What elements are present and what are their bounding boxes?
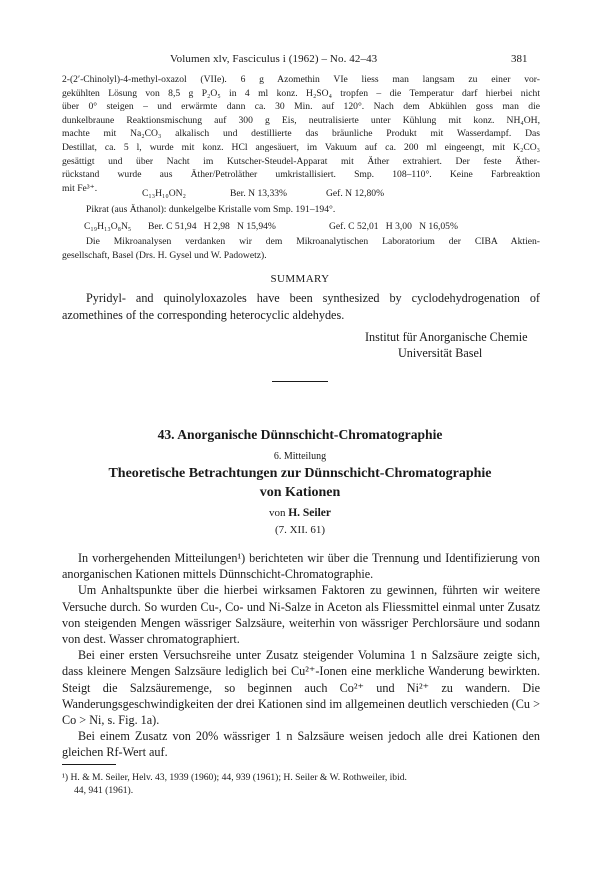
running-head: Volumen xlv, Fasciculus i (1962) – No. 42–43 bbox=[170, 53, 378, 65]
section-divider bbox=[272, 381, 328, 382]
body-paragraph: Bei einem Zusatz von 20% wässriger 1 n Salzsäure weisen jedoch alle drei Kationen den gleichen Rf-Wert auf. bbox=[62, 729, 540, 760]
experimental-line: Destillat, ca. 5 l, wurde mit konz. HCl angesäuert, im Vakuum auf ca. 200 ml eingeengt, mit K₂CO₃ bbox=[62, 141, 540, 153]
article-body bbox=[62, 550, 540, 761]
experimental-line: über 0° steigen – und erwärmte dann ca. 30 Min. auf 120°. Nach dem Abkühlen goss man die bbox=[62, 101, 540, 113]
experimental-line: dunkelbraune Reaktionsmischung auf 300 g Eis, neutralisierte unter Kühlung mit konz. NH₄OH, bbox=[62, 114, 540, 126]
experimental-line: mit Fe³⁺. bbox=[62, 182, 98, 194]
footnote-rule bbox=[62, 764, 116, 765]
page-number: 381 bbox=[511, 53, 528, 65]
experimental-line: rückstand wurde aus Äther/Petroläther umkristallisiert. Smp. 108–110°. Keine Farbreaktion bbox=[62, 169, 540, 181]
acknowledgement-line: gesellschaft, Basel (Drs. H. Gysel und W. Padowetz). bbox=[62, 249, 267, 261]
footnote bbox=[62, 771, 540, 798]
institute-name: Institut für Anorganische Chemie bbox=[365, 330, 528, 344]
footnote-line: ¹) H. & M. Seiler, Helv. 43, 1939 (1960); 44, 939 (1961); H. Seiler & W. Rothweiler, ibid. bbox=[62, 772, 407, 783]
calculated-value: Ber. C 51,94 H 2,98 N 15,94% bbox=[148, 221, 276, 232]
byline bbox=[0, 507, 600, 519]
acknowledgement-line: Die Mikroanalysen verdanken wir dem Mikroanalytischen Laboratorium der CIBA Aktien- bbox=[86, 236, 540, 247]
body-paragraph: In vorhergehenden Mitteilungen¹) berichteten wir über die Trennung und Identifizierung von anorganischen Kationen mittels Dünnschicht-Chromatographie. bbox=[62, 551, 540, 582]
experimental-line: gekühlten Lösung von 8,5 g P₂O₅ in 4 ml konz. H₂SO₄ tropfen – die Temperatur darf hierbei nicht bbox=[62, 87, 540, 99]
summary-text bbox=[62, 290, 540, 323]
found-value: Gef. C 52,01 H 3,00 N 16,05% bbox=[329, 221, 458, 232]
byline-prefix: von bbox=[268, 507, 286, 519]
article-title-line: von Kationen bbox=[259, 484, 341, 500]
received-date: (7. XII. 61) bbox=[274, 524, 326, 536]
summary-text-content: Pyridyl- and quinolyloxazoles have been synthesized by cyclodehydrogenation of azomethines of the corresponding heterocyclic aldehydes. bbox=[62, 291, 540, 322]
experimental-paragraph bbox=[62, 73, 540, 195]
institute-address bbox=[365, 329, 528, 361]
article-series: 6. Mitteilung bbox=[273, 451, 327, 462]
university-name: Universität Basel bbox=[398, 346, 483, 360]
author-name: H. Seiler bbox=[288, 507, 332, 519]
footnote-line: 44, 941 (1961). bbox=[74, 785, 134, 797]
acknowledgement bbox=[62, 235, 540, 262]
molecular-formula: C₁₃H₁₀ON₂ bbox=[142, 188, 186, 199]
article-title bbox=[0, 465, 600, 502]
body-paragraph: Um Anhaltspunkte über die hierbei wirksamen Faktoren zu gewinnen, führten wir weitere Versuche durch. So wurden Cu-, Co- und Ni-Salze in Aceton als Fliessmittel einmal unter Zusatz von steigenden Mengen wässriger Salzsäure, weiterhin von wässriger Perchlorsäure und sodann von dest. Wasser chromatographiert. bbox=[62, 583, 540, 647]
experimental-line: machte mit Na₂CO₃ alkalisch und destillierte das bräunliche Produkt mit Wasserdampf. Das bbox=[62, 128, 540, 140]
experimental-line: 2-(2′-Chinolyl)-4-methyl-oxazol (VIIe). 6 g Azomethin VIe liess man langsam zu einer vor- bbox=[62, 74, 540, 85]
summary-heading: SUMMARY bbox=[270, 273, 330, 285]
found-value: Gef. N 12,80% bbox=[326, 188, 385, 199]
picrate-line: Pikrat (aus Äthanol): dunkelgelbe Kristalle vom Smp. 191–194°. bbox=[86, 204, 336, 215]
article-title-line: Theoretische Betrachtungen zur Dünnschicht-Chromatographie bbox=[108, 466, 492, 481]
article-heading: 43. Anorganische Dünnschicht-Chromatographie bbox=[157, 427, 443, 442]
experimental-line: gesättigt und über Nacht im Kutscher-Steudel-Apparat mit Äther extrahiert. Der feste Äther- bbox=[62, 155, 540, 167]
body-paragraph: Bei einer ersten Versuchsreihe unter Zusatz steigender Volumina 1 n Salzsäure zeigte sich, dass kleinere Mengen Salzsäure lediglich bei Cu²⁺-Ionen eine merkliche Wanderung bewirkten. Steigt die Salzsäuremenge, so beginnen auch Co²⁺ und Ni²⁺ zu wandern. Die Wanderungsgeschwindigkeiten der drei Kationen sind im allgemeinen deutlich verschieden (Cu > Co > Ni, s. Fig. 1a). bbox=[62, 648, 540, 728]
molecular-formula: C₁₉H₁₃O₈N₅ bbox=[84, 221, 132, 232]
calculated-value: Ber. N 13,33% bbox=[230, 188, 288, 199]
